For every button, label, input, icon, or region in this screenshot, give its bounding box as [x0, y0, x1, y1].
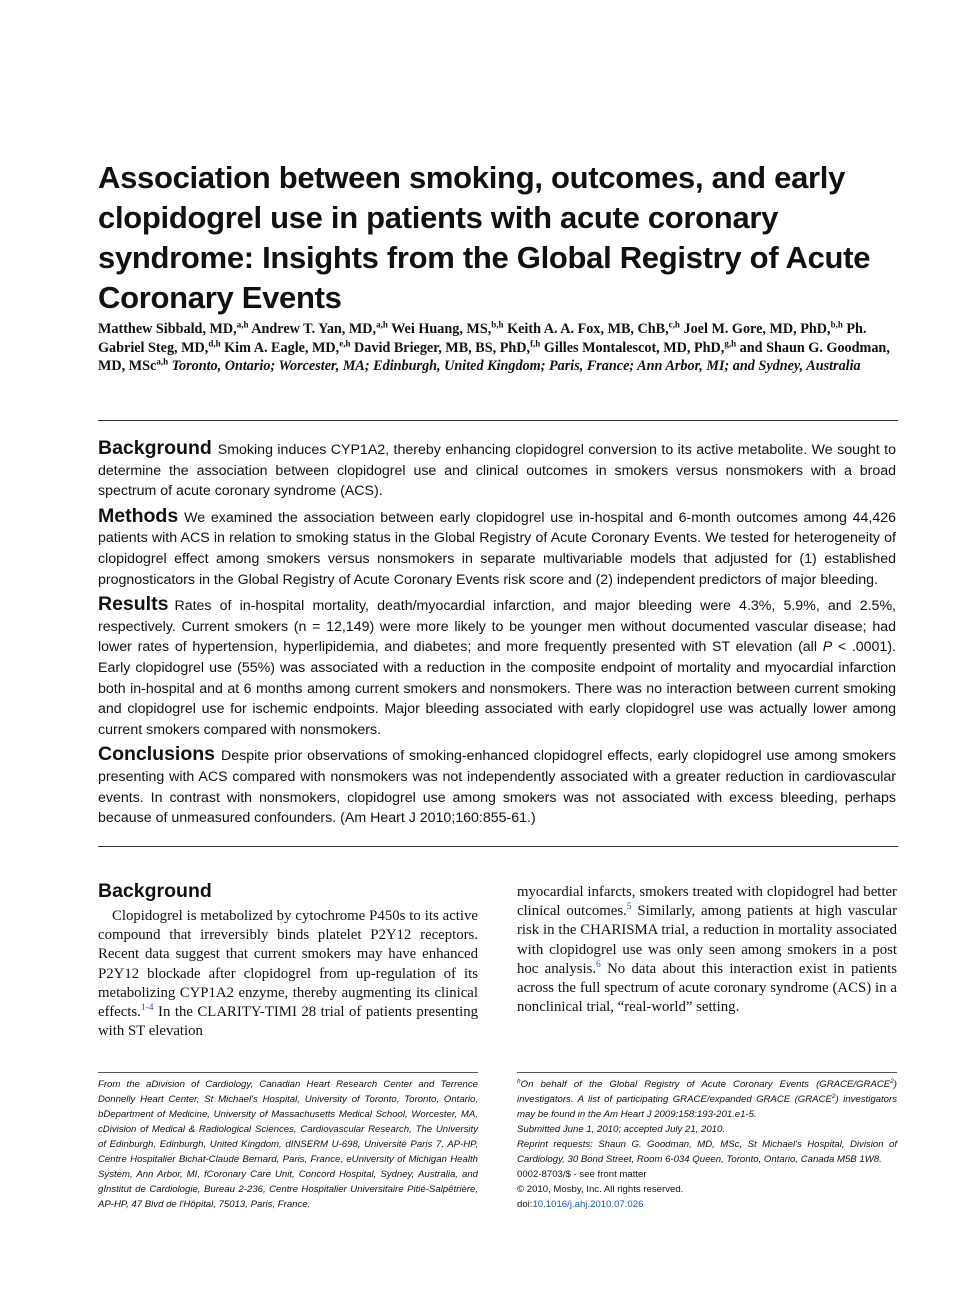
doi-link[interactable]: 10.1016/j.ahj.2010.07.026 — [532, 1199, 644, 1210]
body-column-left — [98, 879, 478, 1041]
author-name: Gilles Montalescot, MD, PhD, — [543, 339, 725, 356]
doi-line — [517, 1197, 897, 1212]
doi-label: doi: — [517, 1199, 533, 1210]
submission-dates: Submitted June 1, 2010; accepted July 21, 2010. — [517, 1124, 726, 1135]
body-paragraph — [98, 907, 478, 1041]
abstract-text: < .0001). Early clopidogrel use (55%) was associated with a reduction in the composite endpoint of mortality and myocardial infarction both in-hospital and at 6 months among current smokers and nonsmokers. There was no interaction between current smoking and clopidogrel use for ischemic endpoints. Major bleeding associated with early clopidogrel use was actually lower among current smokers compared with nonsmokers. — [98, 639, 896, 738]
footnote-mark: h — [517, 1077, 521, 1085]
abstract-label: Methods — [98, 504, 179, 527]
grace-note — [517, 1077, 897, 1122]
abstract-label: Conclusions — [98, 743, 216, 766]
body-paragraph — [517, 883, 897, 1017]
body-text: No data about this interaction exist in patients across the full spectrum of acute coronary syndrome (ACS) in a nonclinical trial, “real-world” setting. — [517, 960, 897, 1016]
body-text: Clopidogrel is metabolized by cytochrome P450s to its active compound that irreversibly binds platelet P2Y12 receptors. Recent data suggest that current smokers may have enhanced P2Y12 blockade after clopidogrel from up-regulation of its metabolizing CYP1A2 enzyme, thereby augmenting its clinical effects. — [98, 908, 478, 1021]
body-text: Similarly, among patients at high vascular risk in the CHARISMA trial, a reduction in mortality associated with clopidogrel use was only seen among smokers in a post hoc analysis. — [517, 903, 897, 977]
author-affiliation-mark: a,h — [376, 319, 388, 330]
author-name: and Shaun G. Goodman, MD, MSc — [98, 339, 890, 375]
abstract-text: Despite prior observations of smoking-enhanced clopidogrel effects, early clopidogrel use among smokers presenting with ACS compared with nonsmokers was not independently associated with a greater reduction in cardiovascular events. In contrast with nonsmokers, clopidogrel use among smokers was not associated with excess bleeding, perhaps because of unmeasured confounders. (Am Heart J 2010;160:855-61.) — [98, 748, 896, 827]
author-affiliation-mark: f,h — [530, 337, 541, 348]
author-affiliation-mark: e,h — [339, 337, 351, 348]
author-affiliation-mark: b,h — [491, 319, 504, 330]
author-affiliation-mark: a,h — [156, 356, 169, 367]
affiliations-footnote: From the aDivision of Cardiology, Canadian Heart Research Center and Terrence Donnelly Heart Center, St Michael's Hospital, University of Toronto, Toronto, Ontario, bDepartment of Medicine, University of Massachusetts Medical School, Worcester, MA, cDivision of Medical & Radiological Sciences, Cardiovascular Research, The University of Edinburgh, Edinburgh, United Kingdom, dINSERM U-698, Université Paris 7, AP-HP, Centre Hospitalier Bichat-Claude Bernard, Paris, France, eUniversity of Michigan Health System, Ann Arbor, MI, fCoronary Care Unit, Concord Hospital, Sydney, Australia, and gInstitut de Cardiologie, Bureau 2-236, Centre Hospitalier Universitaire Pitié-Salpêtrière, AP-HP, 47 Blvd de l'Hôpital, 75013, Paris, France. — [98, 1079, 478, 1210]
footnote-divider — [517, 1072, 897, 1073]
author-affiliation-mark: c,h — [668, 319, 680, 330]
copyright: © 2010, Mosby, Inc. All rights reserved. — [517, 1184, 684, 1195]
abstract-conclusions — [98, 744, 896, 828]
footnote-text: On behalf of the Global Registry of Acute Coronary Events (GRACE/GRACE — [520, 1079, 891, 1090]
author-name: Andrew T. Yan, MD, — [251, 321, 377, 337]
reference-link[interactable]: 5 — [626, 902, 632, 913]
footnote-divider — [98, 1072, 478, 1073]
issn: 0002-8703/$ - see front matter — [517, 1169, 647, 1180]
abstract-methods — [98, 506, 896, 590]
author-name: Ph. Gabriel Steg, MD, — [98, 321, 867, 356]
reprint-requests: Reprint requests: Shaun G. Goodman, MD, MSc, St Michael's Hospital, Division of Cardiology, 30 Bond Street, Room 6-034 Queen, Toronto, Ontario, Canada M5B 1W8. — [517, 1139, 897, 1165]
author-affiliation-mark: a,h — [236, 319, 249, 330]
abstract-background — [98, 438, 896, 502]
author-affiliation-mark: g,h — [724, 337, 737, 348]
footnote-mark: 2 — [831, 1092, 836, 1100]
reference-link[interactable]: 1-4 — [140, 1003, 154, 1014]
author-affiliation-mark: b,h — [830, 319, 843, 330]
section-divider — [98, 420, 898, 421]
author-name: Wei Huang, MS, — [391, 321, 492, 337]
abstract-label: Background — [98, 437, 212, 459]
author-name: Keith A. A. Fox, MB, ChB, — [507, 321, 669, 337]
abstract-label: Results — [98, 593, 169, 616]
body-column-right — [517, 883, 897, 1017]
section-heading: Background — [98, 880, 212, 902]
author-name: David Brieger, MB, BS, PhD, — [354, 339, 531, 356]
article-title: Association between smoking, outcomes, and early clopidogrel use in patients with acute coronary syndrome: Insights from the Global Registry of Acute Coronary Events — [98, 160, 871, 315]
footnote-text: ) investigators may be found in the Am Heart J 2009:158:193-201.e1-5. — [517, 1094, 897, 1120]
author-name: Matthew Sibbald, MD, — [98, 321, 237, 337]
author-name: Joel M. Gore, MD, PhD, — [683, 321, 831, 337]
reference-link[interactable]: 6 — [596, 959, 601, 970]
body-text: myocardial infarcts, smokers treated with clopidogrel had better clinical outcomes. — [517, 884, 897, 920]
p-value-symbol: P — [822, 639, 833, 656]
author-name: Kim A. Eagle, MD, — [224, 339, 340, 356]
abstract-text: We examined the association between early clopidogrel use in-hospital and 6-month outcomes among 44,426 patients with ACS in relation to smoking status in the Global Registry of Acute Coronary Events. We tested for heterogeneity of clopidogrel effect among smokers versus nonsmokers in separate multivariable models that adjusted for (1) established prognosticators in the Global Registry of Acute Coronary Events risk score and (2) independent predictors of major bleeding. — [98, 509, 896, 588]
section-divider — [98, 846, 898, 847]
body-text: In the CLARITY-TIMI 28 trial of patients presenting with ST elevation — [98, 1004, 478, 1040]
author-affiliation-mark: d,h — [208, 337, 221, 348]
abstract — [98, 438, 896, 833]
affiliation-locations: Toronto, Ontario; Worcester, MA; Edinburgh, United Kingdom; Paris, France; Ann Arbor, MI; and Sydney, Australia — [171, 358, 861, 375]
author-list — [98, 320, 898, 376]
abstract-text: Rates of in-hospital mortality, death/myocardial infarction, and major bleeding were 4.3%, 5.9%, and 2.5%, respectively. Current smokers (n = 12,149) were more likely to be younger men without documented vascular disease; had lower rates of hypertension, hyperlipidemia, and diabetes; and more frequently presented with ST elevation (all — [98, 598, 896, 656]
footnote-text: ) investigators. A list of participating GRACE/expanded GRACE (GRACE — [517, 1079, 897, 1105]
abstract-results — [98, 594, 896, 740]
footnote-mark: 2 — [890, 1077, 894, 1085]
article-info-footnote — [517, 1077, 897, 1212]
abstract-text: Smoking induces CYP1A2, thereby enhancing clopidogrel conversion to its active metabolite. We sought to determine the association between clopidogrel use and clinical outcomes in smokers versus nonsmokers with a broad spectrum of acute coronary syndrome (ACS). — [98, 442, 896, 500]
